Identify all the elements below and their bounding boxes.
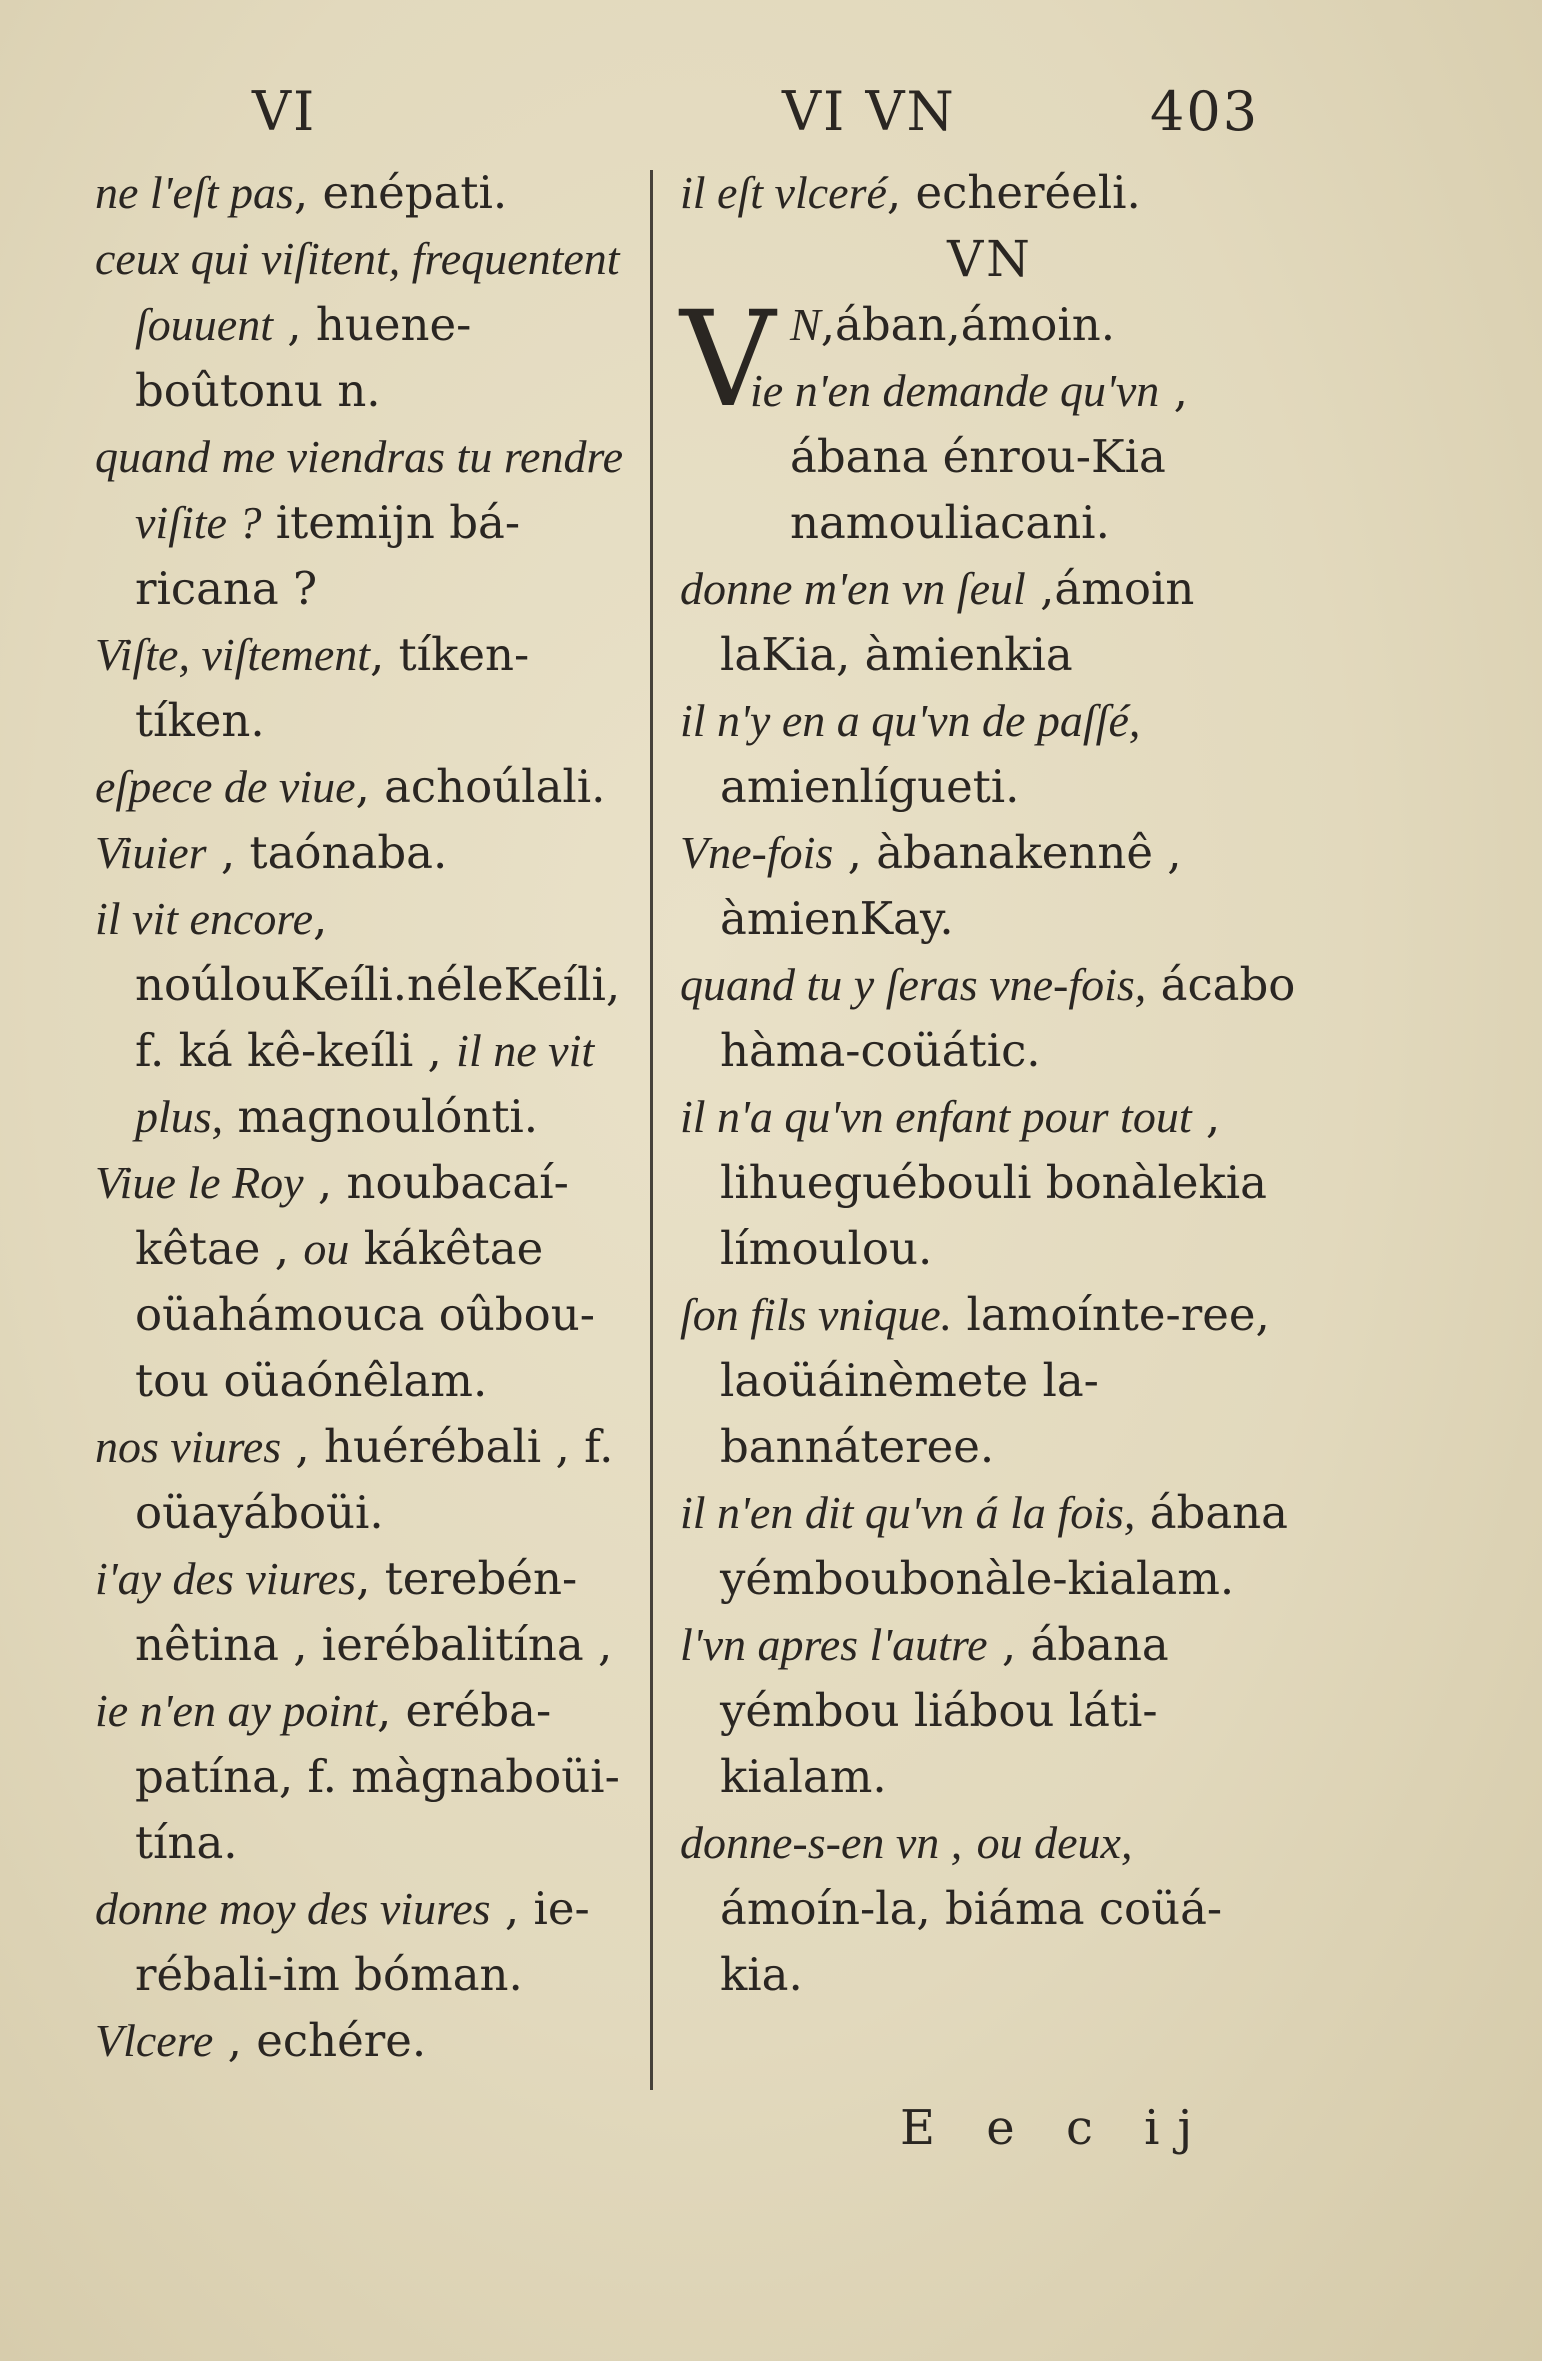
dictionary-entry [680,1480,1300,1612]
translation: eréba-patína, f. màgnaboüi-tína. [135,1684,620,1869]
french-term: ceux qui viſitent, frequentent ſouuent [95,233,620,350]
dictionary-entry [95,754,640,820]
french-term: Viuier [95,827,207,878]
french-term: nos viures [95,1421,282,1472]
drop-cap: V [680,283,776,437]
translation: àbanakennê , àmienKay. [720,826,1182,945]
translation: terebén-nêtina , ierébalitína , [135,1552,613,1671]
french-term: Viſte, viſtement [95,629,371,680]
column-divider [650,170,653,2090]
section-title: VN [947,230,1033,288]
translation: itemijn bá-ricana ? [135,496,521,615]
dictionary-entry [680,160,1300,226]
entry-separator: , [303,1156,347,1209]
dictionary-entry [680,952,1300,1084]
entry-separator [261,496,275,549]
french-term: il n'y en a qu'vn de paſſé, [680,695,1141,746]
translation: ábana yémboubonàle-kialam. [720,1486,1288,1605]
dictionary-entry [95,424,640,622]
translation: ie-rébali-im bóman. [135,1882,590,2001]
translation: kákêtae oüahámouca oûbou-tou oüaónêlam. [135,1222,595,1407]
entry-separator: , [312,892,328,945]
dictionary-entry [95,820,640,886]
dictionary-entry [95,1150,640,1414]
translation: huérébali , f. oüayáboüi. [135,1420,614,1539]
translation: magnoulónti. [237,1090,539,1143]
translation: echére. [256,2014,427,2067]
dictionary-entry [680,1612,1300,1810]
translation: amienlígueti. [720,760,1020,813]
translation: ámoín-la, biáma coüá-kia. [720,1882,1223,2001]
entry-separator: , [1025,562,1055,615]
right-entries [680,358,1300,2008]
french-term: il n'en dit qu'vn á la fois, [680,1487,1136,1538]
french-term: il vit encore [95,893,313,944]
entry-separator: , [490,1882,534,1935]
dictionary-entry [680,1282,1300,1480]
entry-separator [1146,958,1160,1011]
french-term: donne-s-en vn , [680,1817,963,1868]
translation: noúlouKeíli.néleKeíli, f. ká kê-keíli , [135,958,621,1077]
translation: lihueguébouli bonàlekia límoulou. [720,1156,1267,1275]
dictionary-entry [95,1414,640,1546]
translation: taónaba. [249,826,448,879]
french-term: quand tu y ſeras vne-fois, [680,959,1147,1010]
translation: lamoínte-ree, laoüáinèmete la-bannáteree. [720,1288,1270,1473]
dictionary-entry [680,1084,1300,1282]
dictionary-entry [95,160,640,226]
left-column [95,160,640,2074]
dictionary-entry [95,1876,640,2008]
entry-separator: , [1191,1090,1221,1143]
entry-separator: , [293,166,323,219]
translation: ábana énrou-Kia namouliacani. [790,430,1166,549]
french-term: i'ay des viures [95,1553,357,1604]
entry-separator: , [206,826,250,879]
dictionary-entry [680,556,1300,688]
dictionary-entry [95,2008,640,2074]
translation: huene-boûtonu n. [135,298,472,417]
translation: tíken-tíken. [135,628,530,747]
dictionary-entry [680,1810,1300,2008]
entry-separator: , [833,826,877,879]
running-header [0,80,1542,160]
translation: ,ában,ámoin. [820,298,1116,351]
entry-separator: , [281,1420,325,1473]
french-term: donne moy des viures [95,1883,491,1934]
dictionary-entry [95,622,640,754]
entry-separator [1135,1486,1149,1539]
translation: noubacaí-kêtae , [135,1156,569,1275]
french-term: ou [303,1223,350,1274]
french-term: ne l'eſt pas [95,167,294,218]
dictionary-entry [95,1678,640,1876]
dictionary-entry [95,226,640,424]
french-term: il ne vit plus, [135,1025,595,1142]
french-term: il n'a qu'vn enfant pour tout [680,1091,1192,1142]
translation: ámoin laKia, àmienkia [720,562,1195,681]
entry-separator: , [213,2014,257,2067]
french-term: ſon fils vnique. [680,1289,953,1340]
french-term: Viue le Roy [95,1157,304,1208]
french-term: ou deux, [976,1817,1133,1868]
entry-separator: , [987,1618,1031,1671]
drop-cap-rest: N [790,299,821,350]
header-center: VI VN [782,80,956,143]
dictionary-entry [680,688,1300,820]
entry-separator: , [370,628,399,681]
french-term: eſpece de viue [95,761,356,812]
translation: achoúlali. [384,760,606,813]
entry-separator: , [272,298,316,351]
entry-separator: , [1159,364,1188,417]
entry-separator [962,1816,976,1869]
dictionary-entry [95,1546,640,1678]
right-column [680,160,1300,2008]
dictionary-entry [95,886,640,1150]
french-term: l'vn apres l'autre [680,1619,988,1670]
entry-separator: , [376,1684,406,1737]
translation: ácabo hàma-coüátic. [720,958,1296,1077]
entry-separator: , [355,760,385,813]
french-term: quand me viendras tu rendre viſite ? [95,431,624,548]
french-term: ie n'en ay point [95,1685,377,1736]
french-term: donne m'en vn ſeul [680,563,1026,614]
signature-mark: E e c ij [900,2100,1211,2156]
french-term: ie n'en demande qu'vn [750,365,1160,416]
translation: echeréeli. [915,166,1141,219]
translation: enépati. [322,166,508,219]
page-number: 403 [1150,80,1260,143]
entry-separator: , [886,166,916,219]
french-term: Vlcere [95,2015,214,2066]
french-term: il eſt vlceré [680,167,887,218]
translation: ábana yémbou liábou láti-kialam. [720,1618,1169,1803]
french-term: Vne-fois [680,827,834,878]
entry-separator: , [356,1552,385,1605]
entry-separator [952,1288,966,1341]
header-left: VI [252,80,317,143]
dictionary-entry [680,820,1300,952]
